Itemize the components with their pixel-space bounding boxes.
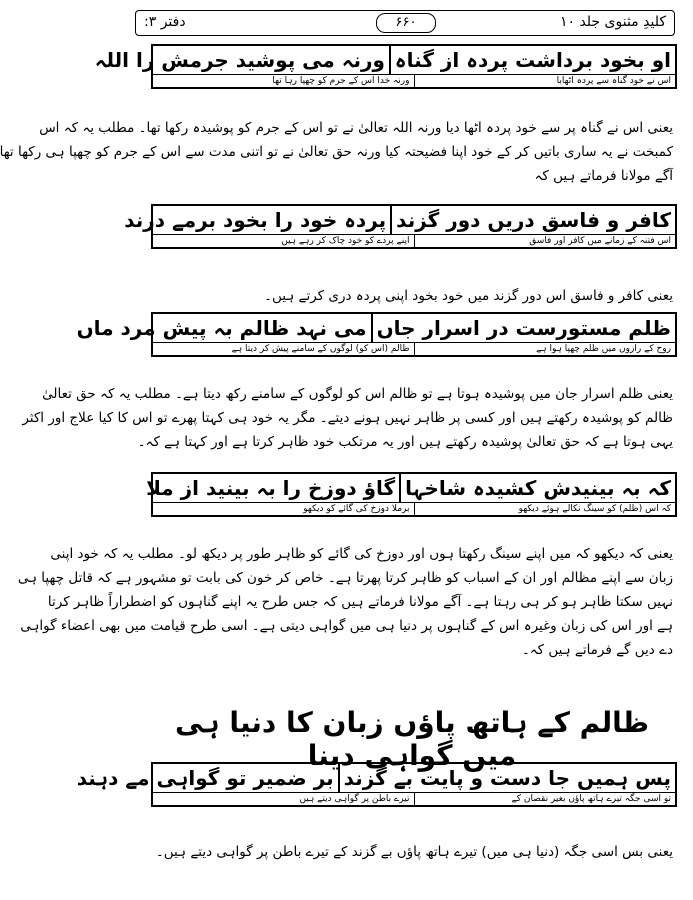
paragraph-line: یعنی کہ دیکھو کہ میں اپنے سینگ رکھتا ہوں اور دوزخ کی گائے کو ظاہر طور پر دیکھ لو۔ مطلب یہ کہ خود اپنی (50, 546, 673, 562)
verse-box (76, 312, 677, 357)
verse-hemistich-right: پس ہمیں جا دست و پایت بے گزند (338, 764, 675, 792)
page-header (135, 10, 675, 36)
verse-translation-right: اس فتنہ کے زمانے میں کافر اور فاسق (414, 235, 676, 247)
paragraph-line: یہی ہوتا ہے کہ حق تعالیٰ پوشیدہ رکھتے ہیں اور یہ مرتکب خود ظاہر کرتا ہے اور کہتا ہے کہ۔ (137, 434, 673, 450)
verse-translation-right: روح کے رازوں میں ظلم چھپا ہوا ہے (414, 343, 676, 355)
verse-translation-left: اپنے پردے کو خود چاک کر رہے ہیں (281, 236, 410, 246)
verse-translation-left: برملا دوزخ کی گائے کو دیکھو (303, 504, 410, 514)
verse-box (76, 762, 677, 807)
commentary-paragraph (22, 382, 673, 454)
verse-hemistich-right: کافر و فاسق دریں دور گزند (390, 206, 675, 234)
verse-translation-right: تو اسی جگہ تیرے ہاتھ پاؤں بغیر نقصان کے (414, 793, 676, 805)
paragraph-line: ظالم کو پوشیدہ رکھتے ہیں اور کسی پر ظاہر نہیں ہونے دیتے۔ مگر یہ خود ہی کہتا پھرے تو اس کا کیا علاج اور اکثر (22, 410, 673, 426)
commentary-paragraph (151, 840, 673, 864)
page-number: ۶۶۰ (376, 13, 436, 33)
verse-translation-left: ورنہ خدا اس کے جرم کو چھپا رہا تھا (272, 76, 410, 86)
volume-label: دفتر ۳: (144, 14, 186, 30)
paragraph-line: یعنی اس نے گناہ پر سے خود پردہ اٹھا دیا ورنہ اللہ تعالیٰ نے تو اس کے جرم کو پوشیدہ رکھا تھا۔ مطلب یہ کہ اس (39, 120, 673, 136)
paragraph-line: یعنی بس اسی جگہ (دنیا ہی میں) تیرے ہاتھ پاؤں بے گزند کے تیرے باطن پر گواہی دیتے ہیں۔ (155, 844, 673, 860)
commentary-paragraph (17, 542, 673, 662)
verse-hemistich-right: ظلم مستورست در اسرار جاں (371, 314, 675, 342)
verse-hemistich-left: ورنہ می پوشید جرمش را اللہ (94, 48, 385, 72)
paragraph-line: کمبخت نے یہ ساری باتیں کر کے خود اپنا فضیحتہ کیا ورنہ حق تعالیٰ نے تو اتنی مدت سے اس کے جرم کو چھپا ہی رکھا تھا (0, 144, 673, 160)
verse-box (124, 204, 677, 249)
verse-translation-right: اس نے خود گناہ سے پردہ اٹھایا (414, 75, 676, 87)
book-title: کلیدِ مثنوی جلد ۱۰ (559, 14, 666, 30)
verse-hemistich-left: می نہد ظالم بہ پیش مرد ماں (76, 316, 367, 340)
verse-hemistich-left: پردہ خود را بخود برمے درند (124, 208, 387, 232)
verse-hemistich-right: کہ بہ بینیدش کشیدہ شاخہا (399, 474, 675, 502)
verse-box (94, 44, 677, 89)
commentary-paragraph (151, 284, 673, 308)
verse-hemistich-left: گاؤ دوزخ را بہ بینید از ملا (146, 476, 396, 500)
verse-translation-right: کہ اس (ظلم) کو سینگ نکالے ہوئے دیکھو (414, 503, 676, 515)
verse-translation-left: ظالم (اس کو) لوگوں کے سامنے پیش کر دیتا ہے (231, 344, 410, 354)
paragraph-line: نہیں سکتا ظاہر ہو کر ہی رہتا ہے۔ آگے مولانا فرماتے ہیں کہ جس طرح یہ اپنے گناہوں کو اضطراراً ظاہر کرتا (47, 594, 673, 610)
verse-translation-left: تیرے باطن پر گواہی دیتے ہیں (299, 794, 410, 804)
section-heading: ظالم کے ہاتھ پاؤں زبان کا دنیا ہی میں گواہی دینا (174, 706, 650, 772)
verse-hemistich-left: بر ضمیر تو گواہی مے دہند (76, 766, 334, 790)
paragraph-line: یعنی ظلم اسرار جان میں پوشیدہ ہوتا ہے تو ظالم اس کو لوگوں کے سامنے رکھ دیتا ہے۔ مطلب یہ کہ حق تعالیٰ (42, 386, 673, 402)
paragraph-line: زبان سے اپنے مظالم اور ان کے اسباب کو ظاہر کرتا پھرتا ہے۔ خاص کر خون کی بابت تو مشہور ہے کہ قاتل چھپا ہی (17, 570, 673, 586)
paragraph-line: آگے مولانا فرماتے ہیں کہ (534, 168, 673, 184)
paragraph-line: یعنی کافر و فاسق اس دور گزند میں خود بخود اپنی پردہ دری کرتے ہیں۔ (264, 288, 673, 304)
commentary-paragraph (0, 116, 673, 188)
paragraph-line: ہے اور اس کی زبان وغیرہ اس کے گناہوں پر دنیا ہی میں گواہی دیتی ہے۔ اسی طرح قیامت میں بھی اعضاء گواہی (20, 618, 673, 634)
paragraph-line: دے دیں گے فرماتے ہیں کہ۔ (521, 642, 673, 658)
verse-box (146, 472, 677, 517)
verse-hemistich-right: او بخود برداشت پردہ از گناہ (389, 46, 675, 74)
